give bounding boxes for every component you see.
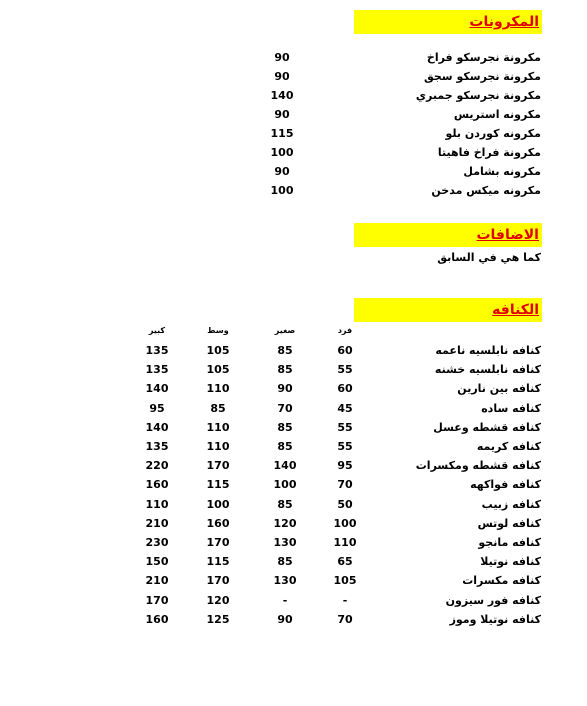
kunafa-price-medium: 110 [206, 382, 230, 396]
kunafa-price-small: 130 [273, 574, 297, 588]
kunafa-price-medium: 170 [206, 459, 230, 473]
kunafa-price-large: 135 [145, 363, 169, 377]
pasta-item-price: 140 [270, 89, 294, 102]
pasta-item-name: مكرونة نجرسكو سجق [423, 70, 541, 83]
kunafa-price-single: - [342, 593, 348, 607]
pasta-section-header [354, 10, 542, 34]
kunafa-item-name: كنافه مانجو [478, 536, 541, 549]
pasta-item-name: مكرونة نجرسكو فراخ [426, 51, 541, 64]
pasta-item-row [0, 181, 587, 200]
pasta-item-price: 100 [270, 146, 294, 159]
kunafa-price-medium: 170 [206, 536, 230, 549]
kunafa-item-row [0, 533, 587, 552]
kunafa-price-small: 85 [277, 440, 293, 453]
kunafa-price-medium: 170 [206, 574, 230, 588]
column-header-single: فرد [337, 326, 353, 335]
pasta-item-row [0, 124, 587, 143]
kunafa-price-single: 70 [337, 612, 353, 626]
column-header-large: كبير [148, 326, 166, 335]
kunafa-price-large: 135 [145, 440, 169, 453]
kunafa-price-small: 120 [273, 516, 297, 530]
kunafa-item-name: كنافه نوتيلا وموز [449, 612, 541, 626]
kunafa-item-row [0, 591, 587, 610]
kunafa-price-small: 130 [273, 536, 297, 549]
additions-note-row [0, 248, 587, 267]
pasta-item-name: مكرونة نجرسكو جمبري [415, 89, 541, 102]
additions-section-title: الاضافات [476, 227, 539, 243]
kunafa-price-single: 55 [337, 420, 353, 434]
kunafa-price-large: 170 [145, 593, 169, 607]
pasta-item-row [0, 162, 587, 181]
kunafa-column-headers [0, 325, 587, 337]
pasta-item-name: مكرونه كوردن بلو [445, 127, 541, 140]
kunafa-price-single: 50 [337, 497, 353, 511]
kunafa-price-small: 100 [273, 478, 297, 492]
kunafa-price-medium: 105 [206, 363, 230, 377]
kunafa-item-row [0, 379, 587, 398]
kunafa-item-name: كنافه لوتس [477, 516, 541, 530]
kunafa-price-single: 55 [337, 440, 353, 453]
kunafa-item-row [0, 418, 587, 437]
pasta-item-price: 90 [274, 165, 290, 178]
pasta-item-name: مكرونة فراخ فاهيتا [437, 146, 541, 159]
kunafa-price-medium: 115 [206, 555, 230, 569]
kunafa-section-header [354, 298, 542, 322]
kunafa-item-row [0, 571, 587, 590]
pasta-item-row [0, 105, 587, 124]
additions-section-header [354, 223, 542, 247]
kunafa-price-large: 160 [145, 478, 169, 492]
kunafa-price-medium: 125 [206, 612, 230, 626]
kunafa-price-large: 140 [145, 420, 169, 434]
kunafa-price-small: 90 [277, 612, 293, 626]
kunafa-item-row [0, 495, 587, 514]
kunafa-price-small: - [282, 593, 288, 607]
kunafa-price-medium: 100 [206, 497, 230, 511]
kunafa-price-single: 105 [333, 574, 357, 588]
pasta-item-row [0, 86, 587, 105]
kunafa-price-large: 220 [145, 459, 169, 473]
additions-note: كما هي في السابق [437, 251, 541, 264]
pasta-item-price: 90 [274, 51, 290, 64]
kunafa-price-small: 85 [277, 363, 293, 377]
kunafa-price-small: 70 [277, 401, 293, 415]
kunafa-price-single: 60 [337, 382, 353, 396]
pasta-item-name: مكرونه استريس [453, 108, 541, 121]
column-header-medium: وسط [207, 326, 229, 335]
pasta-item-price: 115 [270, 127, 294, 140]
kunafa-price-large: 210 [145, 574, 169, 588]
kunafa-price-single: 55 [337, 363, 353, 377]
kunafa-price-medium: 160 [206, 516, 230, 530]
kunafa-item-row [0, 360, 587, 379]
kunafa-price-single: 45 [337, 401, 353, 415]
kunafa-item-row [0, 552, 587, 571]
pasta-item-row [0, 143, 587, 162]
kunafa-item-name: كنافه فور سيزون [445, 593, 541, 607]
pasta-item-price: 90 [274, 70, 290, 83]
kunafa-item-name: كنافه نابلسيه ناعمه [435, 344, 541, 357]
kunafa-price-medium: 105 [206, 344, 230, 357]
kunafa-price-large: 95 [149, 401, 165, 415]
kunafa-price-single: 60 [337, 344, 353, 357]
pasta-item-name: مكرونه بشامل [463, 165, 541, 178]
kunafa-price-single: 100 [333, 516, 357, 530]
kunafa-price-large: 160 [145, 612, 169, 626]
pasta-item-price: 100 [270, 184, 294, 197]
kunafa-item-name: كنافه قشطه وعسل [433, 420, 541, 434]
kunafa-item-name: كنافه مكسرات [462, 574, 541, 588]
pasta-item-row [0, 48, 587, 67]
kunafa-price-large: 135 [145, 344, 169, 357]
kunafa-item-name: كنافه زبيب [481, 497, 541, 511]
kunafa-section-title: الكنافه [492, 302, 539, 318]
kunafa-price-medium: 110 [206, 440, 230, 453]
kunafa-item-row [0, 610, 587, 629]
kunafa-price-medium: 110 [206, 420, 230, 434]
kunafa-item-name: كنافه قشطه ومكسرات [415, 459, 541, 473]
pasta-item-name: مكرونه ميكس مدخن [431, 184, 541, 197]
pasta-item-price: 90 [274, 108, 290, 121]
kunafa-price-medium: 120 [206, 593, 230, 607]
kunafa-item-row [0, 437, 587, 456]
kunafa-price-large: 140 [145, 382, 169, 396]
kunafa-item-name: كنافه بين نارين [457, 382, 541, 396]
kunafa-item-row [0, 399, 587, 418]
kunafa-item-row [0, 456, 587, 475]
kunafa-price-medium: 85 [210, 401, 226, 415]
kunafa-item-row [0, 514, 587, 533]
kunafa-price-large: 230 [145, 536, 169, 549]
pasta-section-title: المكرونات [469, 14, 539, 30]
kunafa-price-large: 150 [145, 555, 169, 569]
pasta-item-row [0, 67, 587, 86]
kunafa-item-row [0, 475, 587, 494]
kunafa-item-name: كنافه نوتيلا [480, 555, 541, 569]
kunafa-item-name: كنافه فواكهه [470, 478, 541, 492]
kunafa-item-row [0, 341, 587, 360]
kunafa-price-large: 110 [145, 497, 169, 511]
kunafa-price-large: 210 [145, 516, 169, 530]
kunafa-price-small: 85 [277, 344, 293, 357]
kunafa-price-medium: 115 [206, 478, 230, 492]
kunafa-item-name: كنافه كريمه [476, 440, 541, 453]
kunafa-price-single: 65 [337, 555, 353, 569]
kunafa-price-small: 85 [277, 555, 293, 569]
kunafa-price-single: 110 [333, 536, 357, 549]
kunafa-price-small: 85 [277, 497, 293, 511]
kunafa-price-small: 90 [277, 382, 293, 396]
kunafa-price-small: 85 [277, 420, 293, 434]
kunafa-price-single: 95 [337, 459, 353, 473]
kunafa-item-name: كنافه نابلسيه خشنه [434, 363, 541, 377]
kunafa-price-single: 70 [337, 478, 353, 492]
column-header-small: صغير [274, 326, 296, 335]
kunafa-price-small: 140 [273, 459, 297, 473]
kunafa-item-name: كنافه ساده [481, 401, 541, 415]
